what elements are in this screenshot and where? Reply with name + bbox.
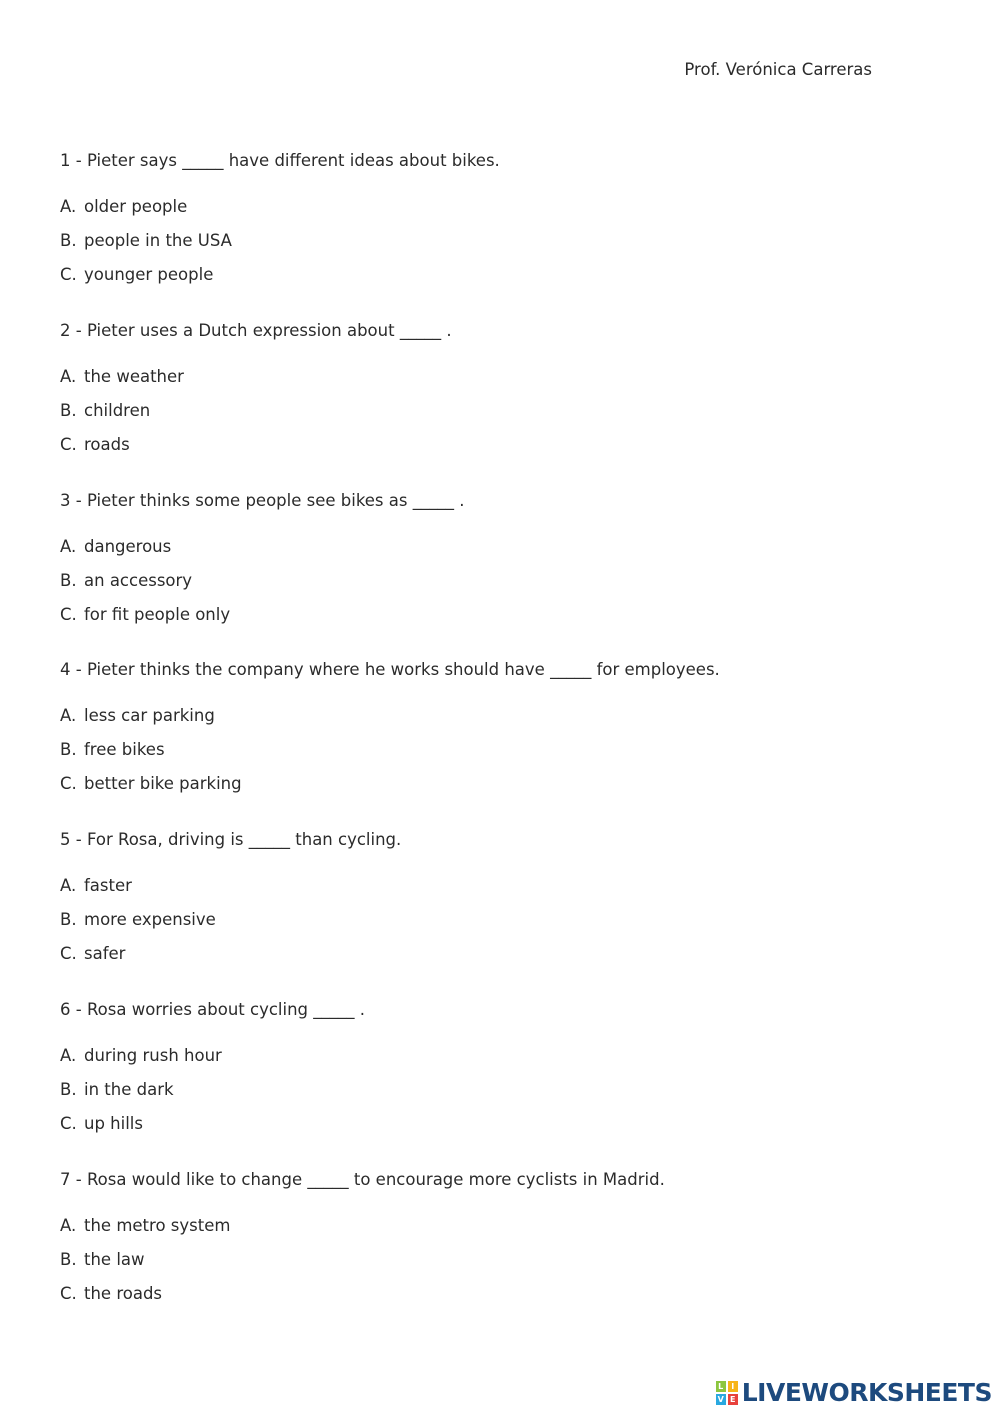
option-letter: C. bbox=[60, 265, 77, 284]
option-text: faster bbox=[84, 876, 132, 896]
option-letter: A. bbox=[60, 876, 77, 896]
option-text: older people bbox=[84, 197, 188, 216]
option-letter: A. bbox=[60, 366, 77, 386]
answer-option[interactable] bbox=[60, 774, 242, 794]
question-text: 7 - Rosa would like to change _____ to encourage more cyclists in Madrid. bbox=[60, 1169, 665, 1189]
option-letter: A. bbox=[60, 536, 77, 556]
option-letter: A. bbox=[60, 197, 77, 216]
option-text: the metro system bbox=[84, 1215, 231, 1235]
option-text: during rush hour bbox=[84, 1046, 222, 1065]
option-letter: A. bbox=[60, 1215, 77, 1235]
option-text: better bike parking bbox=[84, 774, 242, 794]
answer-option[interactable] bbox=[60, 605, 230, 625]
option-letter: A. bbox=[60, 706, 77, 726]
answer-option[interactable] bbox=[60, 944, 125, 964]
answer-option[interactable] bbox=[60, 435, 130, 455]
answer-option[interactable] bbox=[60, 367, 184, 387]
question-text: 2 - Pieter uses a Dutch expression about _____ . bbox=[60, 320, 452, 340]
logo-cube: L bbox=[716, 1381, 726, 1392]
option-text: roads bbox=[84, 434, 130, 454]
option-text: for fit people only bbox=[84, 604, 231, 624]
question-text: 3 - Pieter thinks some people see bikes as _____ . bbox=[60, 490, 465, 510]
option-letter: C. bbox=[60, 434, 77, 454]
answer-option[interactable] bbox=[60, 910, 216, 930]
option-letter: C. bbox=[60, 944, 77, 964]
answer-option[interactable] bbox=[60, 401, 150, 421]
answer-option[interactable] bbox=[60, 1250, 145, 1270]
answer-option[interactable] bbox=[60, 1114, 143, 1134]
answer-option[interactable] bbox=[60, 740, 165, 760]
question-text: 6 - Rosa worries about cycling _____ . bbox=[60, 1000, 366, 1019]
option-letter: B. bbox=[60, 231, 77, 250]
option-letter: B. bbox=[60, 570, 77, 590]
option-letter: A. bbox=[60, 1046, 77, 1065]
option-letter: B. bbox=[60, 740, 77, 760]
answer-option[interactable] bbox=[60, 876, 132, 896]
answer-option[interactable] bbox=[60, 197, 187, 217]
answer-option[interactable] bbox=[60, 1080, 174, 1100]
logo-text: LIVEWORKSHEETS bbox=[741, 1378, 992, 1407]
option-letter: C. bbox=[60, 1283, 77, 1303]
question-text: 4 - Pieter thinks the company where he works should have _____ for employees. bbox=[60, 660, 720, 680]
logo-cubes-icon bbox=[716, 1381, 738, 1405]
question-text: 1 - Pieter says _____ have different ideas about bikes. bbox=[60, 151, 500, 170]
option-letter: C. bbox=[60, 1114, 77, 1133]
answer-option[interactable] bbox=[60, 706, 215, 726]
author-name: Prof. Verónica Carreras bbox=[684, 60, 872, 79]
logo-cube: I bbox=[728, 1381, 738, 1392]
answer-option[interactable] bbox=[60, 1046, 222, 1066]
option-letter: C. bbox=[60, 774, 77, 794]
option-text: the weather bbox=[84, 366, 184, 386]
option-text: children bbox=[84, 400, 151, 420]
option-text: in the dark bbox=[84, 1080, 174, 1099]
answer-option[interactable] bbox=[60, 571, 192, 591]
option-text: more expensive bbox=[84, 910, 216, 930]
option-letter: B. bbox=[60, 1249, 77, 1269]
question-text: 5 - For Rosa, driving is _____ than cycling. bbox=[60, 830, 402, 850]
option-text: dangerous bbox=[84, 536, 172, 556]
option-letter: B. bbox=[60, 400, 77, 420]
answer-option[interactable] bbox=[60, 1216, 230, 1236]
option-text: younger people bbox=[84, 265, 214, 284]
answer-option[interactable] bbox=[60, 537, 171, 557]
answer-option[interactable] bbox=[60, 231, 232, 251]
option-text: up hills bbox=[84, 1114, 143, 1133]
option-text: free bikes bbox=[84, 740, 165, 760]
option-text: less car parking bbox=[84, 706, 215, 726]
answer-option[interactable] bbox=[60, 1284, 162, 1304]
logo-cube: E bbox=[728, 1394, 738, 1405]
option-letter: B. bbox=[60, 910, 77, 930]
option-text: people in the USA bbox=[84, 231, 232, 250]
option-text: the law bbox=[84, 1249, 145, 1269]
option-letter: C. bbox=[60, 604, 77, 624]
option-text: an accessory bbox=[84, 570, 193, 590]
logo-cube: V bbox=[717, 1394, 724, 1404]
option-letter: B. bbox=[60, 1080, 77, 1099]
answer-option[interactable] bbox=[60, 265, 213, 285]
liveworksheets-logo bbox=[716, 1378, 992, 1407]
option-text: the roads bbox=[84, 1283, 163, 1303]
option-text: safer bbox=[84, 944, 126, 964]
